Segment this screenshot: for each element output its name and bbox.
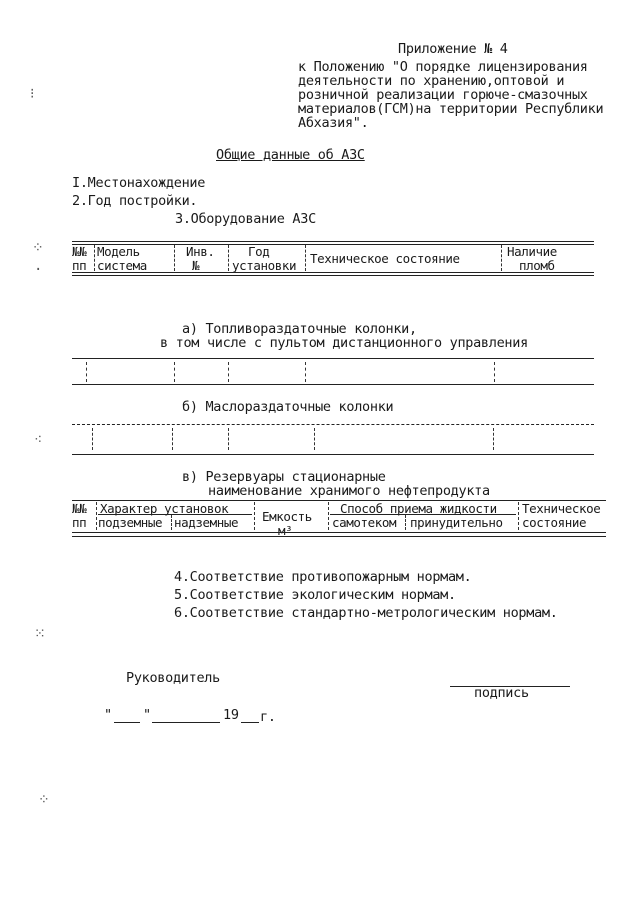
table2-group1-sub2: надземные [174, 515, 239, 530]
table1-h2-line2: система [97, 258, 147, 273]
date-quote-open: " [104, 707, 112, 723]
table1-sep-1 [94, 245, 95, 271]
scan-speck-icon: · [34, 262, 43, 278]
signature-label: подпись [474, 685, 529, 701]
table2-bottom-rule [72, 532, 606, 533]
section-c-subtitle: наименование хранимого нефтепродукта [208, 483, 490, 499]
compliance-metrology: 6.Соответствие стандартно-метрологическим нормам. [174, 605, 558, 621]
table2-sep-4 [328, 502, 329, 530]
table1-top-rule [72, 241, 594, 242]
date-year-prefix: 19 [223, 707, 239, 723]
table2-sep-3 [254, 502, 255, 530]
table1-h5: Техническое состояние [310, 251, 460, 266]
header-line-5: Абхазия". [298, 115, 369, 131]
section-b-sep-5 [493, 428, 494, 450]
table1-h3-line1: Инв. [186, 244, 215, 259]
table1-sep-5 [501, 245, 502, 271]
section-c-title: в) Резервуары стационарные [182, 469, 386, 485]
section-b-sep-3 [228, 428, 229, 450]
table2-state-line2: состояние [522, 515, 587, 530]
section-a-sep-4 [305, 362, 306, 382]
item-equipment: 3.Оборудование АЗС [175, 211, 316, 227]
table1-bottom-rule-2 [72, 275, 594, 276]
section-b-title: б) Маслораздаточные колонки [182, 399, 394, 415]
table1-h6-line2: пломб [519, 258, 555, 273]
header-line-1: к Положению "О порядке лицензирования [298, 59, 588, 75]
scan-speck-icon: ⁘ [38, 792, 50, 808]
head-label: Руководитель [126, 670, 220, 686]
section-b-sep-1 [92, 428, 93, 450]
table2-sep-1 [96, 502, 97, 530]
table2-sep-2 [171, 515, 172, 530]
section-a-top-rule [72, 358, 594, 359]
compliance-fire: 4.Соответствие противопожарным нормам. [174, 569, 472, 585]
section-a-sep-1 [86, 362, 87, 382]
date-month-line [152, 722, 220, 723]
table1-h4-line1: Год [248, 244, 270, 259]
table2-state-line1: Техническое [522, 501, 601, 516]
table2-group1: Характер установок [100, 501, 229, 516]
table1-h2-line1: Модель [97, 244, 140, 259]
date-year-line [241, 722, 259, 723]
table1-h4-line2: установки [232, 258, 297, 273]
section-a-sep-5 [494, 362, 495, 382]
appendix-label: Приложение № 4 [398, 41, 508, 57]
table1-sep-3 [228, 245, 229, 271]
table1-sep-4 [305, 245, 306, 271]
document-title: Общие данные об АЗС [216, 147, 365, 163]
item-year: 2.Год постройки. [72, 193, 198, 209]
table2-group2-sub1: самотеком [332, 515, 397, 530]
section-b-sep-2 [172, 428, 173, 450]
table2-bottom-rule-2 [72, 536, 606, 537]
scan-speck-icon: ⁘ [32, 240, 44, 256]
table1-h3-line2: № [192, 258, 200, 273]
compliance-ecology: 5.Соответствие экологическим нормам. [174, 587, 456, 603]
table2-capacity-unit: м³ [278, 523, 293, 538]
header-line-3: розничной реализации горюче-смазочных [298, 87, 588, 103]
header-line-4: материалов(ГСМ)на территории Республики [298, 101, 604, 117]
date-quote-close: " [143, 707, 151, 723]
table2-group2-sub2: принудительно [410, 515, 503, 530]
table2-sep-5 [405, 515, 406, 530]
scan-speck-icon: ⁙ [34, 626, 46, 642]
table1-bottom-rule [72, 272, 594, 273]
date-day-line [114, 722, 140, 723]
table2-sep-6 [518, 502, 519, 530]
table1-h1-line2: пп [72, 258, 87, 273]
table2-group2: Способ приема жидкости [340, 501, 497, 516]
section-b-sep-4 [314, 428, 315, 450]
section-a-sep-2 [174, 362, 175, 382]
item-location: I.Местонахождение [72, 175, 206, 191]
section-a-sep-3 [228, 362, 229, 382]
table1-h6-line1: Наличие [507, 244, 557, 259]
table2-col1-line2: пп [72, 515, 87, 530]
table2-col1-line1: №№ [72, 501, 87, 516]
section-a-title: а) Топливораздаточные колонки, [182, 321, 417, 337]
section-b-bottom-rule [72, 454, 594, 455]
section-a-bottom-rule [72, 384, 594, 385]
table2-capacity: Емкость [262, 509, 312, 524]
scan-speck-icon: ⁝ [30, 86, 35, 102]
scan-speck-icon: ⁖ [34, 432, 43, 448]
date-year-suffix: г. [260, 709, 276, 725]
table1-sep-2 [174, 245, 175, 271]
table2-group1-sub1: подземные [98, 515, 163, 530]
table1-h1-line1: №№ [72, 244, 87, 259]
section-a-subtitle: в том числе с пультом дистанционного управления [160, 335, 528, 351]
section-b-top-rule [72, 424, 594, 425]
header-line-2: деятельности по хранению,оптовой и [298, 73, 565, 89]
